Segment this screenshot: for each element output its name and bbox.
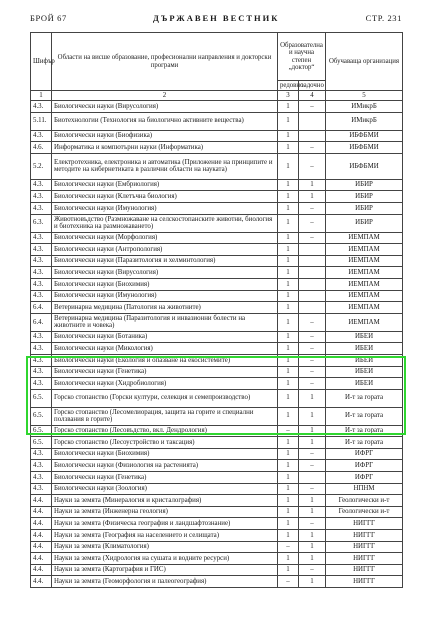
cell-field: Науки за земята (География на населението и селищата) xyxy=(52,530,278,542)
cell-regular: 1 xyxy=(278,389,299,407)
cell-code: 4.3. xyxy=(31,101,52,113)
cell-code: 6.5. xyxy=(31,389,52,407)
cell-regular: 1 xyxy=(278,153,299,179)
table-row xyxy=(31,541,403,553)
table-row xyxy=(31,142,403,154)
cell-parttime: 1 xyxy=(299,425,326,437)
table-row xyxy=(31,101,403,113)
cell-organization: Геологически и-т xyxy=(326,506,403,518)
cell-organization: НИГГГ xyxy=(326,553,403,565)
table-row xyxy=(31,214,403,232)
cell-field: Науки за земята (Инженерна геология) xyxy=(52,506,278,518)
cell-field: Биологически науки (Имунология) xyxy=(52,202,278,214)
cell-organization: ИФРГ xyxy=(326,448,403,460)
cell-organization: ИБЕИ xyxy=(326,331,403,343)
cell-field: Горско стопанство (Лесоустройство и таксация) xyxy=(52,437,278,449)
cell-organization: ИЕМПАМ xyxy=(326,290,403,302)
cell-organization: ИБЕИ xyxy=(326,378,403,390)
cell-parttime: 1 xyxy=(299,495,326,507)
cell-parttime xyxy=(299,244,326,256)
cell-parttime: 1 xyxy=(299,553,326,565)
cell-regular: 1 xyxy=(278,302,299,314)
cell-organization: ИБФБМИ xyxy=(326,153,403,179)
cell-organization: ИБЕИ xyxy=(326,343,403,355)
cell-parttime xyxy=(299,112,326,130)
cell-parttime: – xyxy=(299,564,326,576)
cell-regular: 1 xyxy=(278,472,299,484)
cell-code: 4.3. xyxy=(31,343,52,355)
cell-parttime: – xyxy=(299,101,326,113)
cell-code: 6.4. xyxy=(31,302,52,314)
cell-code: 4.4. xyxy=(31,506,52,518)
cell-organization: ИФРГ xyxy=(326,460,403,472)
cell-regular: 1 xyxy=(278,112,299,130)
cell-organization: И-т за гората xyxy=(326,389,403,407)
cell-organization: ИБИР xyxy=(326,202,403,214)
cell-regular: 1 xyxy=(278,313,299,331)
cell-field: Биологически науки (Екология и опазване на екосистемите) xyxy=(52,354,278,366)
cell-code: 4.4. xyxy=(31,576,52,588)
cell-code: 6.3. xyxy=(31,214,52,232)
table-row xyxy=(31,331,403,343)
cell-organization: НИГГГ xyxy=(326,530,403,542)
cell-code: 4.4. xyxy=(31,518,52,530)
cell-parttime xyxy=(299,472,326,484)
table-row xyxy=(31,191,403,203)
cell-field: Биотехнологии (Технология на биологично активните вещества) xyxy=(52,112,278,130)
column-number: 4 xyxy=(299,91,326,101)
table-row xyxy=(31,343,403,355)
cell-code: 4.3. xyxy=(31,244,52,256)
cell-organization: НИГГГ xyxy=(326,564,403,576)
cell-field: Биологически науки (Генетика) xyxy=(52,472,278,484)
table-row xyxy=(31,302,403,314)
table-row xyxy=(31,153,403,179)
cell-code: 4.3. xyxy=(31,331,52,343)
cell-field: Биологически науки (Антропология) xyxy=(52,244,278,256)
cell-code: 6.5. xyxy=(31,407,52,425)
cell-parttime: – xyxy=(299,153,326,179)
cell-code: 4.3. xyxy=(31,255,52,267)
cell-code: 4.3. xyxy=(31,483,52,495)
table-row xyxy=(31,232,403,244)
cell-field: Ветеринарна медицина (Паразитология и инвазионни болести на животните и човека) xyxy=(52,313,278,331)
cell-field: Ветеринарна медицина (Патология на животните) xyxy=(52,302,278,314)
cell-field: Биологически науки (Вирусология) xyxy=(52,267,278,279)
cell-parttime: – xyxy=(299,331,326,343)
page-number: СТР. 231 xyxy=(365,13,402,23)
table-row xyxy=(31,313,403,331)
cell-code: 4.4. xyxy=(31,541,52,553)
cell-field: Горско стопанство (Лесомелиорация, защита на горите и специални ползвания в горите) xyxy=(52,407,278,425)
cell-parttime xyxy=(299,267,326,279)
cell-code: 4.3. xyxy=(31,130,52,142)
cell-parttime: – xyxy=(299,378,326,390)
table-row xyxy=(31,553,403,565)
cell-regular: 1 xyxy=(278,354,299,366)
cell-regular: – xyxy=(278,541,299,553)
cell-code: 4.3. xyxy=(31,191,52,203)
cell-code: 4.3. xyxy=(31,179,52,191)
cell-regular: 1 xyxy=(278,530,299,542)
table-row xyxy=(31,460,403,472)
table-row xyxy=(31,506,403,518)
table-row xyxy=(31,179,403,191)
cell-organization: ИЕМПАМ xyxy=(326,313,403,331)
cell-field: Биологически науки (Морфология) xyxy=(52,232,278,244)
table-row xyxy=(31,202,403,214)
cell-organization: ИБЕИ xyxy=(326,366,403,378)
cell-organization: ИБФБМИ xyxy=(326,142,403,154)
page-header xyxy=(30,13,402,23)
cell-regular: 1 xyxy=(278,448,299,460)
cell-organization: ИЕМПАМ xyxy=(326,302,403,314)
cell-organization: НИГГГ xyxy=(326,518,403,530)
header-code: Шифър xyxy=(31,33,52,91)
programs-table xyxy=(30,32,403,588)
table-row xyxy=(31,472,403,484)
cell-code: 4.4. xyxy=(31,553,52,565)
cell-organization: ИФРГ xyxy=(326,472,403,484)
cell-field: Биологически науки (Генетика) xyxy=(52,366,278,378)
table-row xyxy=(31,112,403,130)
cell-organization: ИБФБМИ xyxy=(326,130,403,142)
cell-parttime xyxy=(299,278,326,290)
table-row xyxy=(31,483,403,495)
cell-regular: 1 xyxy=(278,290,299,302)
cell-regular: 1 xyxy=(278,202,299,214)
cell-field: Науки за земята (Физическа география и ландшафтознание) xyxy=(52,518,278,530)
cell-regular: 1 xyxy=(278,267,299,279)
header-organization: Обучаваща организация xyxy=(326,33,403,91)
cell-regular: 1 xyxy=(278,460,299,472)
cell-field: Биологически науки (Биохимия) xyxy=(52,278,278,290)
cell-code: 4.3. xyxy=(31,366,52,378)
table-row xyxy=(31,518,403,530)
cell-regular: 1 xyxy=(278,564,299,576)
cell-regular: 1 xyxy=(278,101,299,113)
cell-code: 4.3. xyxy=(31,354,52,366)
header-regular: редовно xyxy=(278,81,299,91)
column-number: 5 xyxy=(326,91,403,101)
cell-parttime xyxy=(299,130,326,142)
cell-code: 4.3. xyxy=(31,378,52,390)
table-row xyxy=(31,564,403,576)
cell-organization: ИМикрБ xyxy=(326,101,403,113)
cell-regular: 1 xyxy=(278,191,299,203)
cell-code: 6.4. xyxy=(31,313,52,331)
cell-code: 4.3. xyxy=(31,202,52,214)
cell-code: 4.6. xyxy=(31,142,52,154)
cell-field: Биологически науки (Физиология на растенията) xyxy=(52,460,278,472)
cell-regular: 1 xyxy=(278,378,299,390)
table-row xyxy=(31,267,403,279)
cell-parttime xyxy=(299,290,326,302)
cell-code: 4.3. xyxy=(31,460,52,472)
cell-parttime: 1 xyxy=(299,576,326,588)
table-row xyxy=(31,378,403,390)
table-row xyxy=(31,244,403,256)
header-degree: Образователна и научна степен „доктор“ xyxy=(278,33,326,81)
cell-organization: НИГГГ xyxy=(326,576,403,588)
table-row xyxy=(31,448,403,460)
cell-field: Животновъдство (Размножаване на селскостопанските животни, биология и биотехника на размножаването) xyxy=(52,214,278,232)
issue-number: БРОЙ 67 xyxy=(30,13,67,23)
cell-organization: ИБИР xyxy=(326,214,403,232)
cell-parttime: – xyxy=(299,366,326,378)
cell-regular: 1 xyxy=(278,278,299,290)
cell-field: Биологически науки (Зоология) xyxy=(52,483,278,495)
column-number: 3 xyxy=(278,91,299,101)
cell-field: Биологически науки (Ембриология) xyxy=(52,179,278,191)
cell-field: Горско стопанство (Горски култури, селекция и семепроизводство) xyxy=(52,389,278,407)
cell-organization: НИГГГ xyxy=(326,541,403,553)
table-row xyxy=(31,437,403,449)
cell-parttime: – xyxy=(299,202,326,214)
cell-parttime: – xyxy=(299,483,326,495)
column-number: 2 xyxy=(52,91,278,101)
cell-field: Науки за земята (Хидрология на сушата и водните ресурси) xyxy=(52,553,278,565)
cell-organization: ИЕМПАМ xyxy=(326,255,403,267)
cell-code: 5.11. xyxy=(31,112,52,130)
cell-field: Биологически науки (Микология) xyxy=(52,343,278,355)
cell-organization: ИЕМПАМ xyxy=(326,278,403,290)
cell-code: 4.4. xyxy=(31,564,52,576)
cell-field: Биологически науки (Биофизика) xyxy=(52,130,278,142)
table-row xyxy=(31,407,403,425)
cell-code: 4.3. xyxy=(31,278,52,290)
cell-field: Биологически науки (Биохимия) xyxy=(52,448,278,460)
table-row xyxy=(31,354,403,366)
cell-field: Биологически науки (Хидробиология) xyxy=(52,378,278,390)
table-row xyxy=(31,130,403,142)
cell-organization: ИМикрБ xyxy=(326,112,403,130)
cell-organization: ИБИР xyxy=(326,191,403,203)
cell-regular: 1 xyxy=(278,437,299,449)
cell-regular: 1 xyxy=(278,518,299,530)
cell-parttime: – xyxy=(299,214,326,232)
cell-parttime: – xyxy=(299,448,326,460)
table-row xyxy=(31,576,403,588)
cell-regular: 1 xyxy=(278,506,299,518)
cell-organization: Геологически и-т xyxy=(326,495,403,507)
table-row xyxy=(31,366,403,378)
cell-parttime: – xyxy=(299,518,326,530)
table-row xyxy=(31,255,403,267)
cell-parttime: 1 xyxy=(299,506,326,518)
cell-field: Биологически науки (Имунология) xyxy=(52,290,278,302)
cell-regular: 1 xyxy=(278,214,299,232)
cell-regular: 1 xyxy=(278,244,299,256)
cell-parttime: 1 xyxy=(299,407,326,425)
cell-regular: 1 xyxy=(278,407,299,425)
cell-field: Информатика и компютърни науки (Информатика) xyxy=(52,142,278,154)
cell-regular: 1 xyxy=(278,255,299,267)
cell-regular: 1 xyxy=(278,483,299,495)
header-parttime: задочно xyxy=(299,81,326,91)
cell-parttime xyxy=(299,302,326,314)
table-row xyxy=(31,389,403,407)
cell-organization: И-т за гората xyxy=(326,407,403,425)
cell-regular: – xyxy=(278,576,299,588)
cell-field: Науки за земята (Геоморфология и палеогеография) xyxy=(52,576,278,588)
cell-parttime: – xyxy=(299,460,326,472)
cell-field: Науки за земята (Минералогия и кристалография) xyxy=(52,495,278,507)
cell-parttime: 1 xyxy=(299,179,326,191)
cell-regular: 1 xyxy=(278,495,299,507)
cell-organization: И-т за гората xyxy=(326,437,403,449)
cell-field: Науки за земята (Картография и ГИС) xyxy=(52,564,278,576)
cell-parttime: – xyxy=(299,343,326,355)
cell-code: 4.3. xyxy=(31,290,52,302)
cell-parttime: 1 xyxy=(299,191,326,203)
cell-field: Биологически науки (Паразитология и хелминтология) xyxy=(52,255,278,267)
cell-code: 4.3. xyxy=(31,448,52,460)
cell-organization: ИБИР xyxy=(326,179,403,191)
cell-regular: 1 xyxy=(278,232,299,244)
cell-organization: НПНМ xyxy=(326,483,403,495)
cell-parttime: – xyxy=(299,313,326,331)
cell-code: 5.2. xyxy=(31,153,52,179)
cell-code: 4.4. xyxy=(31,495,52,507)
column-number: 1 xyxy=(31,91,52,101)
cell-organization: ИЕМПАМ xyxy=(326,267,403,279)
cell-code: 4.3. xyxy=(31,267,52,279)
cell-parttime: 1 xyxy=(299,389,326,407)
cell-code: 6.5. xyxy=(31,437,52,449)
cell-parttime: – xyxy=(299,142,326,154)
cell-field: Биологически науки (Ботаника) xyxy=(52,331,278,343)
cell-regular: – xyxy=(278,425,299,437)
column-numbers-row xyxy=(31,91,403,101)
cell-parttime: 1 xyxy=(299,530,326,542)
cell-regular: 1 xyxy=(278,130,299,142)
cell-field: Горско стопанство (Лесовъдство, вкл. Дендрология) xyxy=(52,425,278,437)
cell-regular: 1 xyxy=(278,343,299,355)
cell-field: Електротехника, електроника и автоматика (Приложение на принципите и методите на кибернетиката в различни области на науката) xyxy=(52,153,278,179)
cell-parttime: 1 xyxy=(299,437,326,449)
table-row xyxy=(31,495,403,507)
publication-title: ДЪРЖАВЕН ВЕСТНИК xyxy=(153,13,280,23)
table-row xyxy=(31,425,403,437)
cell-regular: 1 xyxy=(278,179,299,191)
cell-regular: 1 xyxy=(278,553,299,565)
header-fields: Области на висше образование, професионални направления и докторски програми xyxy=(52,33,278,91)
cell-organization: ИЕМПАМ xyxy=(326,244,403,256)
table-row xyxy=(31,278,403,290)
cell-field: Биологически науки (Клетъчна биология) xyxy=(52,191,278,203)
cell-regular: 1 xyxy=(278,331,299,343)
table-row xyxy=(31,290,403,302)
cell-field: Науки за земята (Климатология) xyxy=(52,541,278,553)
cell-code: 4.3. xyxy=(31,472,52,484)
cell-parttime: – xyxy=(299,232,326,244)
cell-regular: 1 xyxy=(278,366,299,378)
cell-parttime xyxy=(299,255,326,267)
table-row xyxy=(31,530,403,542)
cell-field: Биологически науки (Вирусология) xyxy=(52,101,278,113)
cell-regular: 1 xyxy=(278,142,299,154)
cell-organization: ИБЕИ xyxy=(326,354,403,366)
cell-code: 4.3. xyxy=(31,232,52,244)
cell-organization: ИЕМПАМ xyxy=(326,232,403,244)
cell-parttime: 1 xyxy=(299,541,326,553)
cell-parttime: – xyxy=(299,354,326,366)
cell-code: 4.4. xyxy=(31,530,52,542)
cell-code: 6.5. xyxy=(31,425,52,437)
cell-organization: И-т за гората xyxy=(326,425,403,437)
